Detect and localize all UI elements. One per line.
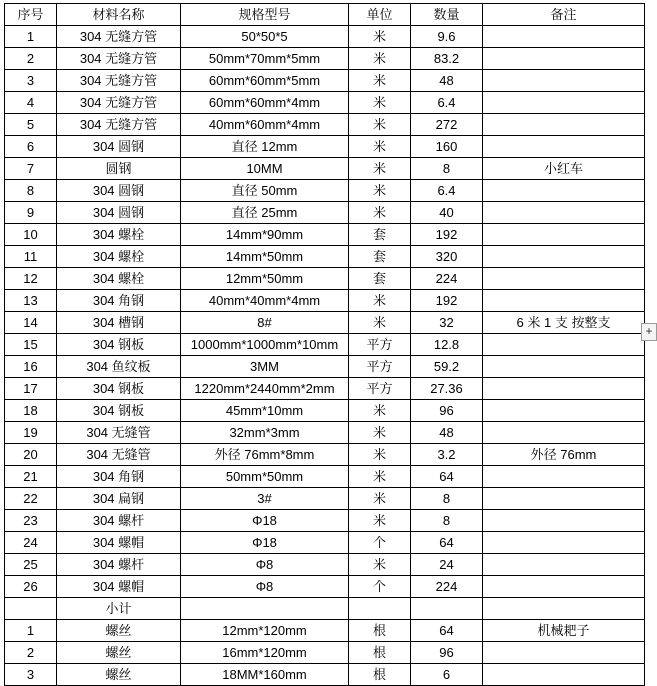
cell-no[interactable]: 18 bbox=[5, 400, 57, 422]
cell-no[interactable]: 11 bbox=[5, 246, 57, 268]
table-row bbox=[5, 48, 645, 70]
table-row bbox=[5, 576, 645, 598]
cell-spec[interactable]: 40mm*60mm*4mm bbox=[181, 114, 349, 136]
subtotal-row bbox=[5, 598, 645, 620]
cell-spec[interactable]: 直径 50mm bbox=[181, 180, 349, 202]
header-cell-name: 材料名称 bbox=[57, 4, 181, 26]
cell-name[interactable]: 304 螺帽 bbox=[57, 532, 181, 554]
cell-qty[interactable]: 40 bbox=[411, 202, 483, 224]
table-row bbox=[5, 158, 645, 180]
cell-qty[interactable] bbox=[411, 598, 483, 620]
cell-qty[interactable]: 32 bbox=[411, 312, 483, 334]
cell-name[interactable]: 304 无缝管 bbox=[57, 422, 181, 444]
table-row bbox=[5, 466, 645, 488]
cell-qty[interactable]: 272 bbox=[411, 114, 483, 136]
cell-qty[interactable]: 3.2 bbox=[411, 444, 483, 466]
table-row bbox=[5, 202, 645, 224]
cell-spec[interactable]: 1000mm*1000mm*10mm bbox=[181, 334, 349, 356]
cell-spec[interactable]: 45mm*10mm bbox=[181, 400, 349, 422]
cell-spec[interactable]: 16mm*120mm bbox=[181, 642, 349, 664]
cell-name[interactable]: 304 槽钢 bbox=[57, 312, 181, 334]
cell-unit[interactable]: 根 bbox=[349, 642, 411, 664]
cell-spec[interactable]: 50mm*70mm*5mm bbox=[181, 48, 349, 70]
cell-unit[interactable]: 平方 bbox=[349, 334, 411, 356]
cell-unit[interactable]: 个 bbox=[349, 576, 411, 598]
cell-no[interactable]: 3 bbox=[5, 70, 57, 92]
cell-unit[interactable]: 米 bbox=[349, 444, 411, 466]
table-body bbox=[5, 4, 645, 686]
cell-unit[interactable]: 米 bbox=[349, 180, 411, 202]
table-row bbox=[5, 444, 645, 466]
cell-unit[interactable]: 米 bbox=[349, 48, 411, 70]
cell-no[interactable]: 9 bbox=[5, 202, 57, 224]
cell-name[interactable]: 304 无缝方管 bbox=[57, 48, 181, 70]
cell-spec[interactable]: 直径 12mm bbox=[181, 136, 349, 158]
cell-name[interactable]: 304 无缝方管 bbox=[57, 92, 181, 114]
table-row bbox=[5, 510, 645, 532]
cell-note[interactable] bbox=[483, 246, 645, 268]
cell-spec[interactable] bbox=[181, 598, 349, 620]
header-cell-qty: 数量 bbox=[411, 4, 483, 26]
cell-qty[interactable]: 6.4 bbox=[411, 180, 483, 202]
cell-spec[interactable]: 14mm*50mm bbox=[181, 246, 349, 268]
cell-qty[interactable]: 9.6 bbox=[411, 26, 483, 48]
cell-qty[interactable]: 59.2 bbox=[411, 356, 483, 378]
cell-qty[interactable]: 64 bbox=[411, 620, 483, 642]
cell-name[interactable]: 304 钢板 bbox=[57, 378, 181, 400]
expand-plus-button[interactable]: + bbox=[641, 323, 657, 341]
cell-unit[interactable]: 米 bbox=[349, 422, 411, 444]
cell-qty[interactable]: 6 bbox=[411, 664, 483, 686]
cell-no[interactable]: 24 bbox=[5, 532, 57, 554]
cell-unit[interactable]: 平方 bbox=[349, 356, 411, 378]
cell-name[interactable]: 螺丝 bbox=[57, 642, 181, 664]
cell-note[interactable] bbox=[483, 576, 645, 598]
cell-unit[interactable]: 米 bbox=[349, 136, 411, 158]
cell-unit[interactable]: 米 bbox=[349, 26, 411, 48]
cell-name[interactable]: 304 鱼纹板 bbox=[57, 356, 181, 378]
cell-qty[interactable]: 64 bbox=[411, 466, 483, 488]
table-row bbox=[5, 136, 645, 158]
cell-unit[interactable]: 米 bbox=[349, 114, 411, 136]
cell-no[interactable]: 25 bbox=[5, 554, 57, 576]
cell-no[interactable] bbox=[5, 598, 57, 620]
cell-note[interactable] bbox=[483, 48, 645, 70]
table-row bbox=[5, 224, 645, 246]
cell-note[interactable] bbox=[483, 136, 645, 158]
cell-qty[interactable]: 48 bbox=[411, 422, 483, 444]
table-row bbox=[5, 356, 645, 378]
cell-note[interactable] bbox=[483, 356, 645, 378]
cell-name[interactable]: 304 圆钢 bbox=[57, 136, 181, 158]
cell-unit[interactable]: 米 bbox=[349, 312, 411, 334]
cell-qty[interactable]: 224 bbox=[411, 576, 483, 598]
cell-note[interactable] bbox=[483, 466, 645, 488]
cell-no[interactable]: 19 bbox=[5, 422, 57, 444]
cell-spec[interactable]: 60mm*60mm*4mm bbox=[181, 92, 349, 114]
cell-qty[interactable]: 96 bbox=[411, 642, 483, 664]
cell-qty[interactable]: 48 bbox=[411, 70, 483, 92]
table-row bbox=[5, 488, 645, 510]
cell-note[interactable] bbox=[483, 334, 645, 356]
cell-note[interactable] bbox=[483, 70, 645, 92]
cell-note[interactable] bbox=[483, 378, 645, 400]
cell-note[interactable] bbox=[483, 422, 645, 444]
cell-note[interactable] bbox=[483, 92, 645, 114]
cell-qty[interactable]: 320 bbox=[411, 246, 483, 268]
table-row bbox=[5, 268, 645, 290]
table-row bbox=[5, 334, 645, 356]
cell-qty[interactable]: 83.2 bbox=[411, 48, 483, 70]
cell-note[interactable] bbox=[483, 180, 645, 202]
cell-unit[interactable]: 米 bbox=[349, 554, 411, 576]
table-row bbox=[5, 422, 645, 444]
cell-name[interactable]: 304 角钢 bbox=[57, 466, 181, 488]
cell-note[interactable] bbox=[483, 290, 645, 312]
table-row bbox=[5, 290, 645, 312]
cell-name[interactable]: 螺丝 bbox=[57, 664, 181, 686]
cell-qty[interactable]: 8 bbox=[411, 158, 483, 180]
cell-spec[interactable]: 3MM bbox=[181, 356, 349, 378]
cell-no[interactable]: 2 bbox=[5, 642, 57, 664]
cell-qty[interactable]: 12.8 bbox=[411, 334, 483, 356]
cell-note[interactable] bbox=[483, 642, 645, 664]
cell-note[interactable] bbox=[483, 488, 645, 510]
cell-name[interactable]: 304 角钢 bbox=[57, 290, 181, 312]
cell-spec[interactable]: 10MM bbox=[181, 158, 349, 180]
cell-spec[interactable]: 50mm*50mm bbox=[181, 466, 349, 488]
cell-spec[interactable]: 8# bbox=[181, 312, 349, 334]
cell-note[interactable]: 6 米 1 支 按整支 bbox=[483, 312, 645, 334]
cell-name[interactable]: 304 扁钢 bbox=[57, 488, 181, 510]
cell-qty[interactable]: 192 bbox=[411, 290, 483, 312]
cell-qty[interactable]: 160 bbox=[411, 136, 483, 158]
cell-no[interactable]: 26 bbox=[5, 576, 57, 598]
cell-no[interactable]: 5 bbox=[5, 114, 57, 136]
cell-spec[interactable]: 40mm*40mm*4mm bbox=[181, 290, 349, 312]
cell-no[interactable]: 12 bbox=[5, 268, 57, 290]
cell-qty[interactable]: 8 bbox=[411, 510, 483, 532]
table-row bbox=[5, 378, 645, 400]
cell-note[interactable] bbox=[483, 224, 645, 246]
cell-unit[interactable] bbox=[349, 598, 411, 620]
cell-name[interactable]: 304 无缝方管 bbox=[57, 26, 181, 48]
cell-qty[interactable]: 24 bbox=[411, 554, 483, 576]
table-row bbox=[5, 400, 645, 422]
cell-name[interactable]: 304 无缝方管 bbox=[57, 70, 181, 92]
table-row bbox=[5, 114, 645, 136]
cell-unit[interactable]: 米 bbox=[349, 70, 411, 92]
cell-spec[interactable]: 32mm*3mm bbox=[181, 422, 349, 444]
cell-no[interactable]: 1 bbox=[5, 620, 57, 642]
cell-qty[interactable]: 192 bbox=[411, 224, 483, 246]
cell-name[interactable]: 304 螺帽 bbox=[57, 576, 181, 598]
cell-qty[interactable]: 27.36 bbox=[411, 378, 483, 400]
cell-unit[interactable]: 根 bbox=[349, 620, 411, 642]
table-row bbox=[5, 620, 645, 642]
cell-no[interactable]: 13 bbox=[5, 290, 57, 312]
cell-note[interactable] bbox=[483, 400, 645, 422]
cell-no[interactable]: 2 bbox=[5, 48, 57, 70]
cell-spec[interactable]: 60mm*60mm*5mm bbox=[181, 70, 349, 92]
cell-name[interactable]: 304 螺栓 bbox=[57, 268, 181, 290]
cell-spec[interactable]: Φ18 bbox=[181, 510, 349, 532]
cell-unit[interactable]: 根 bbox=[349, 664, 411, 686]
cell-name[interactable]: 304 无缝管 bbox=[57, 444, 181, 466]
cell-unit[interactable]: 米 bbox=[349, 290, 411, 312]
cell-spec[interactable]: 直径 25mm bbox=[181, 202, 349, 224]
table-row bbox=[5, 180, 645, 202]
cell-no[interactable]: 14 bbox=[5, 312, 57, 334]
cell-qty[interactable]: 96 bbox=[411, 400, 483, 422]
cell-no[interactable]: 10 bbox=[5, 224, 57, 246]
table-row bbox=[5, 532, 645, 554]
cell-name[interactable]: 304 螺栓 bbox=[57, 224, 181, 246]
header-cell-unit: 单位 bbox=[349, 4, 411, 26]
cell-name[interactable]: 304 螺杆 bbox=[57, 510, 181, 532]
cell-unit[interactable]: 套 bbox=[349, 268, 411, 290]
cell-note[interactable] bbox=[483, 268, 645, 290]
cell-no[interactable]: 17 bbox=[5, 378, 57, 400]
cell-name[interactable]: 小计 bbox=[57, 598, 181, 620]
table-header-row bbox=[5, 4, 645, 26]
cell-unit[interactable]: 米 bbox=[349, 400, 411, 422]
cell-note[interactable]: 小红车 bbox=[483, 158, 645, 180]
cell-name[interactable]: 304 圆钢 bbox=[57, 202, 181, 224]
cell-no[interactable]: 7 bbox=[5, 158, 57, 180]
header-cell-no: 序号 bbox=[5, 4, 57, 26]
cell-unit[interactable]: 米 bbox=[349, 158, 411, 180]
cell-unit[interactable]: 平方 bbox=[349, 378, 411, 400]
cell-note[interactable] bbox=[483, 202, 645, 224]
cell-qty[interactable]: 8 bbox=[411, 488, 483, 510]
cell-name[interactable]: 圆钢 bbox=[57, 158, 181, 180]
table-row bbox=[5, 664, 645, 686]
cell-no[interactable]: 22 bbox=[5, 488, 57, 510]
header-cell-note: 备注 bbox=[483, 4, 645, 26]
material-table bbox=[4, 3, 645, 686]
table-row bbox=[5, 70, 645, 92]
table-row bbox=[5, 312, 645, 334]
cell-spec[interactable]: Φ18 bbox=[181, 532, 349, 554]
cell-unit[interactable]: 米 bbox=[349, 488, 411, 510]
cell-no[interactable]: 8 bbox=[5, 180, 57, 202]
cell-unit[interactable]: 米 bbox=[349, 466, 411, 488]
cell-name[interactable]: 304 无缝方管 bbox=[57, 114, 181, 136]
cell-note[interactable]: 外径 76mm bbox=[483, 444, 645, 466]
table-row bbox=[5, 642, 645, 664]
cell-no[interactable]: 4 bbox=[5, 92, 57, 114]
cell-spec[interactable]: 50*50*5 bbox=[181, 26, 349, 48]
cell-note[interactable] bbox=[483, 510, 645, 532]
cell-no[interactable]: 21 bbox=[5, 466, 57, 488]
cell-note[interactable] bbox=[483, 532, 645, 554]
cell-name[interactable]: 304 螺杆 bbox=[57, 554, 181, 576]
cell-spec[interactable]: 1220mm*2440mm*2mm bbox=[181, 378, 349, 400]
cell-name[interactable]: 304 钢板 bbox=[57, 334, 181, 356]
cell-no[interactable]: 16 bbox=[5, 356, 57, 378]
cell-qty[interactable]: 224 bbox=[411, 268, 483, 290]
cell-name[interactable]: 304 螺栓 bbox=[57, 246, 181, 268]
cell-name[interactable]: 304 钢板 bbox=[57, 400, 181, 422]
cell-unit[interactable]: 米 bbox=[349, 202, 411, 224]
cell-no[interactable]: 15 bbox=[5, 334, 57, 356]
cell-name[interactable]: 304 圆钢 bbox=[57, 180, 181, 202]
cell-spec[interactable]: 外径 76mm*8mm bbox=[181, 444, 349, 466]
cell-no[interactable]: 23 bbox=[5, 510, 57, 532]
cell-unit[interactable]: 个 bbox=[349, 532, 411, 554]
table-row bbox=[5, 26, 645, 48]
cell-unit[interactable]: 套 bbox=[349, 224, 411, 246]
cell-name[interactable]: 螺丝 bbox=[57, 620, 181, 642]
cell-spec[interactable]: 12mm*120mm bbox=[181, 620, 349, 642]
cell-unit[interactable]: 米 bbox=[349, 510, 411, 532]
cell-qty[interactable]: 64 bbox=[411, 532, 483, 554]
header-cell-spec: 规格型号 bbox=[181, 4, 349, 26]
cell-note[interactable] bbox=[483, 26, 645, 48]
cell-note[interactable] bbox=[483, 114, 645, 136]
cell-note[interactable] bbox=[483, 554, 645, 576]
cell-no[interactable]: 20 bbox=[5, 444, 57, 466]
table-row bbox=[5, 92, 645, 114]
cell-qty[interactable]: 6.4 bbox=[411, 92, 483, 114]
cell-note[interactable]: 机械耙子 bbox=[483, 620, 645, 642]
cell-note[interactable] bbox=[483, 664, 645, 686]
cell-spec[interactable]: 3# bbox=[181, 488, 349, 510]
cell-note[interactable] bbox=[483, 598, 645, 620]
cell-unit[interactable]: 米 bbox=[349, 92, 411, 114]
cell-spec[interactable]: 14mm*90mm bbox=[181, 224, 349, 246]
table-row bbox=[5, 246, 645, 268]
cell-spec[interactable]: 18MM*160mm bbox=[181, 664, 349, 686]
cell-spec[interactable]: Φ8 bbox=[181, 554, 349, 576]
cell-no[interactable]: 6 bbox=[5, 136, 57, 158]
cell-no[interactable]: 3 bbox=[5, 664, 57, 686]
cell-spec[interactable]: Φ8 bbox=[181, 576, 349, 598]
cell-spec[interactable]: 12mm*50mm bbox=[181, 268, 349, 290]
table-row bbox=[5, 554, 645, 576]
cell-unit[interactable]: 套 bbox=[349, 246, 411, 268]
cell-no[interactable]: 1 bbox=[5, 26, 57, 48]
